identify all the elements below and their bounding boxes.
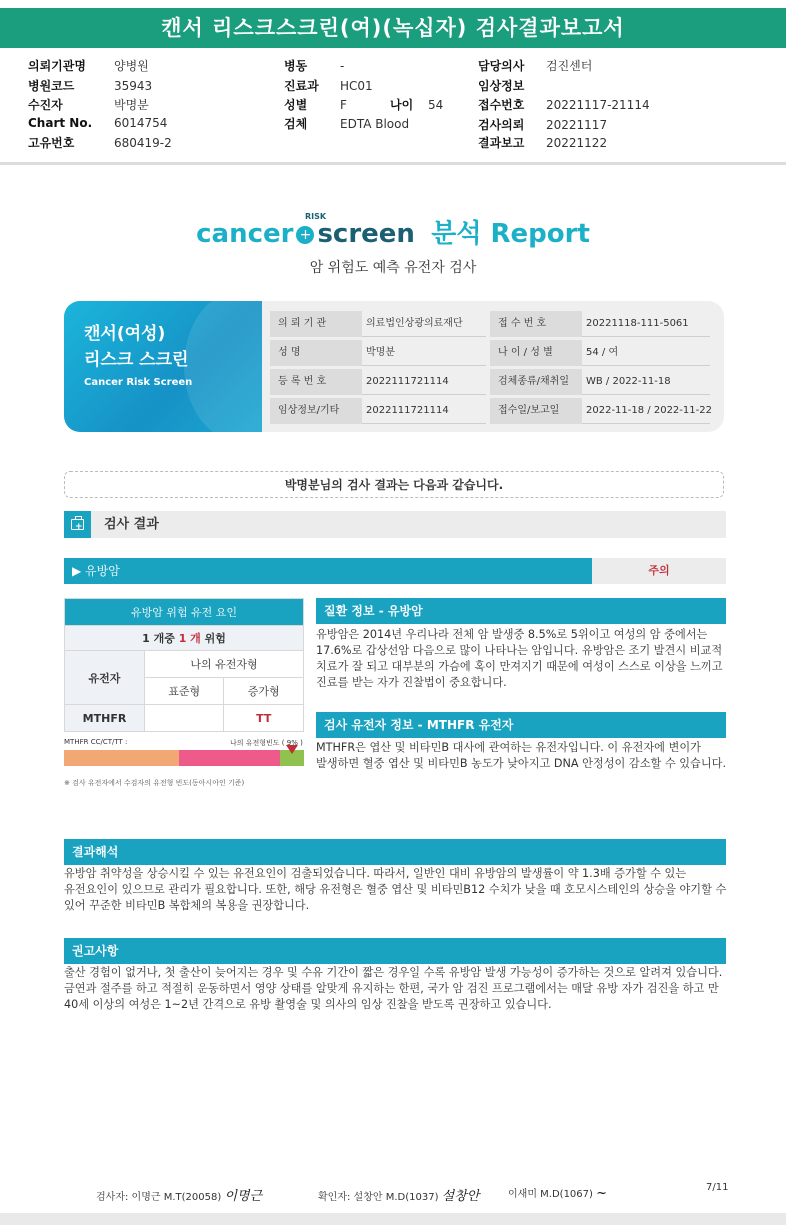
standard-value-cell [145, 705, 224, 732]
column-header-gene: 유전자 [65, 651, 145, 705]
card-banner [64, 301, 262, 432]
info-value: 의료법인상광의료재단 [362, 311, 486, 337]
gene-info-title: 검사 유전자 정보 - MTHFR 유전자 [316, 712, 726, 738]
doctor-signature: 이새미 M.D(1067) ~ [508, 1186, 608, 1201]
request-date-row: 검사의뢰 20221117 [478, 118, 608, 132]
info-value: 박명분 [362, 340, 486, 366]
info-label: 의 뢰 기 관 [270, 311, 362, 337]
page-bottom-band [0, 1213, 786, 1225]
banner-decoration [184, 301, 262, 432]
info-value: WB / 2022-11-18 [582, 369, 710, 395]
interpretation-text: 유방암 취약성을 상승시킬 수 있는 유전요인이 검출되었습니다. 따라서, 일반인 대비 유방암의 발생률이 약 1.3배 증가할 수 있는 유전요인이 있으므로 관리가 필요합니다. 또한, 해당 유전형은 혈중 엽산 및 비타민B12 수치가 낮을 때 호모시스테인의 상승을 야기할 수 있어 꾸준한 비타민B 복합체의 복용을 권장합니다. [64, 867, 727, 912]
hospital-name-row: 의뢰기관명 양병원 [28, 59, 149, 73]
info-label: 임상정보/기타 [270, 398, 362, 424]
info-label: 검체종류/채취일 [490, 369, 582, 395]
gene-risk-table [64, 598, 304, 732]
disease-info-text: 유방암은 2014년 우리나라 전체 암 발생중 8.5%로 5위이고 여성의 암 중에서는 17.6%로 갑상선암 다음으로 많이 나타나는 암입니다. 유방암은 조기 발견시 비교적 치료가 잘 되고 대부분의 가슴에 혹이 만져지기 때문에 여성이 스스로 이상을 느끼고 진료를 받는 자가 진찰법이 중요합니다. [316, 628, 723, 689]
column-header-genotype: 나의 유전자형 [145, 651, 304, 678]
gene-name-cell: MTHFR [65, 705, 145, 732]
info-label: 나 이 / 성 별 [490, 340, 582, 366]
logo-risk-text: RISK [305, 212, 327, 221]
freq-segment-ct [179, 750, 280, 766]
clinical-info-row: 임상정보 [478, 79, 525, 93]
doctor-handwritten-signature: ~ [596, 1186, 608, 1201]
report-date-row: 결과보고 20221122 [478, 136, 608, 150]
result-summary: 박명분님의 검사 결과는 다음과 같습니다. [64, 471, 724, 498]
result-section-header [64, 511, 726, 538]
checker-signature: 확인자: 설창안 M.D(1037) 설창안 [318, 1189, 480, 1204]
result-section-title: 검사 결과 [104, 517, 159, 532]
risk-count: 1 개중 1 개 위험 [65, 626, 304, 651]
table-title: 유방암 위험 유전 요인 [65, 599, 304, 626]
freq-right-label: 나의 유전형빈도 ( 9% ) [230, 739, 303, 747]
info-value: 2022111721114 [362, 398, 486, 424]
info-value: 54 / 여 [582, 340, 710, 366]
column-header-increased: 증가형 [224, 678, 304, 705]
header-divider [0, 162, 786, 165]
increased-value-cell: TT [224, 705, 304, 732]
disease-info-title: 질환 정보 - 유방암 [316, 598, 726, 624]
disease-name-bar: ▶ 유방암 [64, 558, 592, 584]
freq-segment-cc [64, 750, 179, 766]
column-header-standard: 표준형 [145, 678, 224, 705]
info-value: 20221118-111-5061 [582, 311, 710, 337]
specimen-row: 검체 EDTA Blood [284, 117, 410, 131]
receipt-no-row: 접수번호 20221117-21114 [478, 98, 650, 112]
recommendation-text: 출산 경험이 없거나, 첫 출산이 늦어지는 경우 및 수유 기간이 짧은 경우일 수록 유방암 발생 가능성이 증가하는 것으로 알려져 있습니다. 금연과 절주를 하고 적절히 운동하면서 영양 상태를 알맞게 유지하는 한편, 국가 암 검진 프로그램에서는 매달 유방 자가 검진을 하고 만 40세 이상의 여성은 1~2년 간격으로 유방 촬영술 및 의사의 임상 진찰을 받도록 권장하고 있습니다. [64, 966, 723, 1011]
checker-handwritten-signature: 설창안 [441, 1189, 480, 1204]
sex-row: 성별 F [284, 98, 347, 112]
unique-id-row: 고유번호 680419-2 [28, 136, 172, 150]
info-label: 접수일/보고일 [490, 398, 582, 424]
medical-folder-icon: + [64, 511, 91, 538]
chart-no-row: Chart No. 6014754 [28, 116, 168, 130]
banner-title-line2: 리스크 스크린 [84, 350, 189, 370]
info-value: 2022111721114 [362, 369, 486, 395]
report-title: 캔서 리스크스크린(여)(녹십자) 검사결과보고서 [0, 8, 786, 48]
doctor-row: 담당의사 검진센터 [478, 59, 593, 73]
my-frequency-marker-icon [286, 745, 298, 754]
gene-info-text: MTHFR은 엽산 및 비타민B 대사에 관여하는 유전자입니다. 이 유전자에 변이가 발생하면 혈중 엽산 및 비타민B 농도가 낮아지고 DNA 안정성이 감소할 수 있습니다. [316, 741, 727, 770]
age-row: 나이 54 [390, 98, 444, 112]
plus-circle-icon: + [296, 226, 314, 244]
freq-footnote: ※ 검사 유전자에서 수검자의 유전형 빈도(동아시아인 기준) [64, 779, 245, 787]
info-value: 2022-11-18 / 2022-11-22 [582, 398, 710, 424]
banner-title-line1: 캔서(여성) [84, 324, 166, 344]
info-label: 접 수 번 호 [490, 311, 582, 337]
cancer-risk-screen-logo: cancer + screen 분석 Report [196, 219, 590, 249]
report-subtitle: 암 위험도 예측 유전자 검사 [309, 260, 477, 276]
recommendation-title: 권고사항 [64, 938, 726, 964]
genotype-frequency-bar [64, 750, 304, 766]
status-badge: 주의 [592, 558, 726, 584]
interpretation-title: 결과해석 [64, 839, 726, 865]
page-number: 7/11 [706, 1182, 729, 1193]
banner-title-en: Cancer Risk Screen [84, 377, 193, 388]
hospital-code-row: 병원코드 35943 [28, 79, 153, 93]
info-label: 등 록 번 호 [270, 369, 362, 395]
freq-left-label: MTHFR CC/CT/TT : [64, 738, 128, 746]
info-label: 성 명 [270, 340, 362, 366]
department-row: 진료과 HC01 [284, 79, 373, 93]
tester-handwritten-signature: 이명근 [224, 1189, 263, 1204]
ward-row: 병동 - [284, 59, 345, 73]
tester-signature: 검사자: 이명근 M.T(20058) 이명근 [96, 1189, 263, 1204]
patient-name-row: 수진자 박명분 [28, 98, 149, 112]
